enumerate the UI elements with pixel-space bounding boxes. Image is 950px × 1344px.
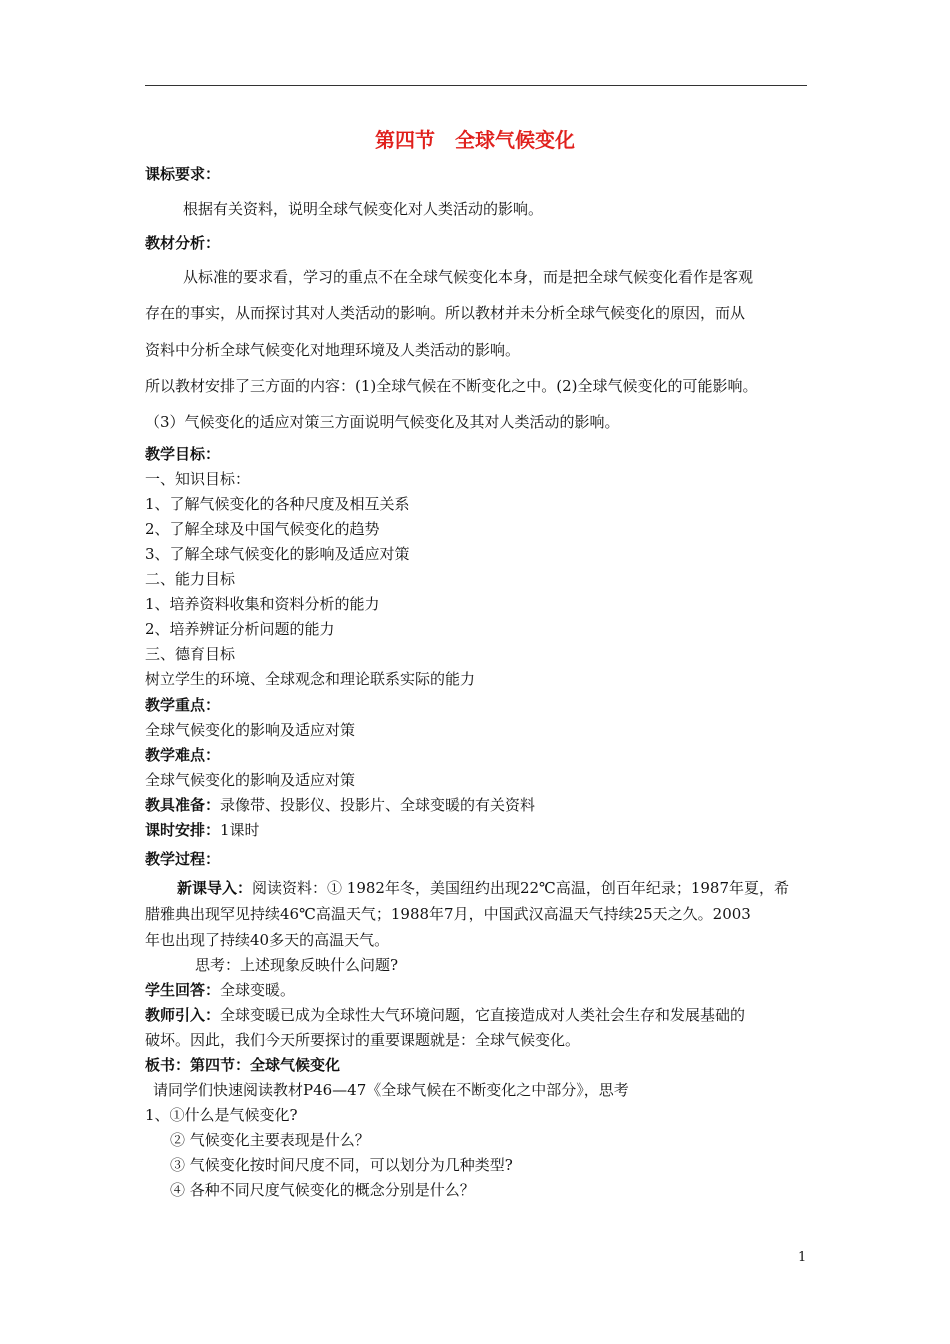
heading-kebiao: 课标要求： [145, 165, 221, 183]
line-keshi [145, 819, 260, 840]
mubiao-line: 三、德育目标 [145, 645, 236, 663]
value-keshi: 1课时 [220, 821, 260, 839]
para-sikao: 思考：上述现象反映什么问题? [195, 956, 399, 974]
para-jiaocai-3: 资料中分析全球气候变化对地理环境及人类活动的影响。 [145, 341, 521, 359]
line-jiaoju [145, 794, 535, 815]
question-1: 1、①什么是气候变化? [145, 1106, 298, 1124]
heading-jiaocai: 教材分析： [145, 234, 221, 252]
question-3: ③ 气候变化按时间尺度不同，可以划分为几种类型? [170, 1156, 513, 1174]
para-jiaocai-2: 存在的事实，从而探讨其对人类活动的影响。所以教材并未分析全球气候变化的原因，而从 [145, 304, 746, 322]
heading-zhongdian: 教学重点： [145, 696, 221, 714]
label-huida: 学生回答： [145, 981, 221, 999]
para-jiaocai-4: 所以教材安排了三方面的内容：(1)全球气候在不断变化之中。(2)全球气候变化的可能影响。 [145, 377, 758, 395]
label-jiaoju: 教具准备： [145, 796, 221, 814]
para-daoru-2: 腊雅典出现罕见持续46℃高温天气；1988年7月，中国武汉高温天气持续25天之久。2003 [145, 905, 751, 923]
heading-nandian: 教学难点： [145, 746, 221, 764]
value-jiaoju: 录像带、投影仪、投影片、全球变暖的有关资料 [220, 796, 536, 814]
line-daoru-1 [177, 877, 789, 898]
mubiao-line: 2、了解全球及中国气候变化的趋势 [145, 520, 380, 538]
heading-guocheng: 教学过程： [145, 850, 221, 868]
line-yinru-1 [145, 1004, 745, 1025]
para-jiaocai-1: 从标准的要求看，学习的重点不在全球气候变化本身，而是把全球气候变化看作是客观 [183, 268, 754, 286]
heading-mubiao: 教学目标： [145, 445, 221, 463]
mubiao-line: 3、了解全球气候变化的影响及适应对策 [145, 545, 410, 563]
mubiao-line: 1、培养资料收集和资料分析的能力 [145, 595, 380, 613]
para-nandian: 全球气候变化的影响及适应对策 [145, 771, 356, 789]
label-daoru: 新课导入： [177, 879, 253, 897]
para-jiaocai-5: （3）气候变化的适应对策三方面说明气候变化及其对人类活动的影响。 [145, 413, 620, 431]
value-daoru-1: 阅读资料：① 1982年冬，美国纽约出现22℃高温，创百年纪录；1987年夏，希 [252, 879, 790, 897]
para-yinru-2: 破坏。因此，我们今天所要探讨的重要课题就是：全球气候变化。 [145, 1031, 581, 1049]
value-huida: 全球变暖。 [220, 981, 296, 999]
mubiao-line: 一、知识目标： [145, 470, 251, 488]
question-4: ④ 各种不同尺度气候变化的概念分别是什么？ [170, 1181, 475, 1199]
line-huida [145, 979, 295, 1000]
label-keshi: 课时安排： [145, 821, 221, 839]
para-kebiao: 根据有关资料，说明全球气候变化对人类活动的影响。 [183, 200, 544, 218]
page-number: 1 [798, 1250, 807, 1265]
mubiao-line: 二、能力目标 [145, 570, 236, 588]
doc-title: 第四节 全球气候变化 [375, 128, 575, 152]
mubiao-line: 树立学生的环境、全球观念和理论联系实际的能力 [145, 670, 476, 688]
para-daoru-3: 年也出现了持续40多天的高温天气。 [145, 931, 390, 949]
mubiao-line: 1、了解气候变化的各种尺度及相互关系 [145, 495, 410, 513]
label-yinru: 教师引入： [145, 1006, 221, 1024]
header-rule [145, 85, 807, 86]
para-banshu: 板书：第四节：全球气候变化 [145, 1056, 341, 1074]
value-yinru-1: 全球变暖已成为全球性大气环境问题，它直接造成对人类社会生存和发展基础的 [220, 1006, 746, 1024]
mubiao-line: 2、培养辨证分析问题的能力 [145, 620, 335, 638]
para-zhongdian: 全球气候变化的影响及适应对策 [145, 721, 356, 739]
para-yuedu: 请同学们快速阅读教材P46—47《全球气候在不断变化之中部分》，思考 [153, 1081, 629, 1099]
question-2: ② 气候变化主要表现是什么？ [170, 1131, 370, 1149]
